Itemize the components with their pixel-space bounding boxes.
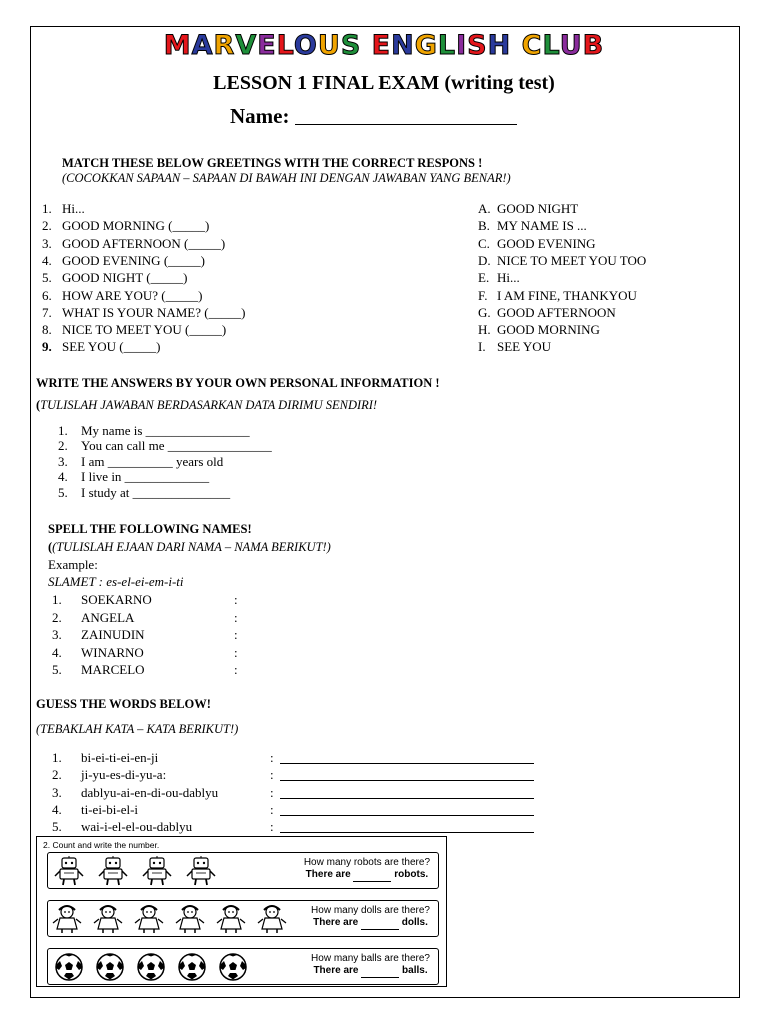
worksheet-row <box>47 900 439 937</box>
exam-title-main: LESSON 1 FINAL EXAM <box>213 72 440 94</box>
spell-item[interactable] <box>52 645 252 661</box>
answer-pre: There are <box>313 917 359 928</box>
item-letter: D. <box>478 252 491 268</box>
name-label: Name: <box>230 104 290 128</box>
guess-item[interactable] <box>52 819 542 835</box>
robot-icon <box>96 856 130 891</box>
robot-icon <box>184 856 218 891</box>
worksheet-question <box>311 905 430 930</box>
item-letter: A. <box>478 201 491 216</box>
section3-translation: ((TULISLAH EJAAN DARI NAMA – NAMA BERIKUT!) <box>48 540 331 554</box>
item-colon: : <box>234 627 238 642</box>
club-title: MARVELOUS ENGLISH CLUB <box>163 30 605 61</box>
item-text: GOOD EVENING <box>497 235 596 251</box>
section1-translation: (COCOKKAN SAPAAN – SAPAAN DI BAWAH INI DENGAN JAWABAN YANG BENAR!) <box>62 171 511 185</box>
soccer-ball-icon <box>175 952 209 987</box>
item-text: MY NAME IS ... <box>497 218 587 234</box>
worksheet-row <box>47 948 439 985</box>
item-number: 4. <box>58 469 68 485</box>
answer-blank[interactable] <box>361 965 399 978</box>
robot-icon <box>52 856 86 891</box>
personal-info-item[interactable] <box>58 438 272 454</box>
answer-post: balls. <box>402 965 428 976</box>
answer-pre: There are <box>313 965 359 976</box>
item-number: 1. <box>58 423 68 438</box>
item-colon: : <box>270 750 274 765</box>
item-number: 3. <box>58 453 68 469</box>
item-number: 3. <box>52 784 62 800</box>
item-text[interactable]: NICE TO MEET YOU (_____) <box>62 322 227 338</box>
answer-line[interactable] <box>280 821 534 833</box>
answer-line[interactable] <box>280 752 534 764</box>
item-letter: F. <box>478 287 488 303</box>
greeting-item <box>42 201 85 217</box>
item-text[interactable]: SEE YOU (_____) <box>62 339 161 355</box>
doll-icon <box>214 904 248 939</box>
section2-instruction: WRITE THE ANSWERS BY YOUR OWN PERSONAL INFORMATION ! <box>36 376 440 390</box>
answer-pre: There are <box>305 869 351 880</box>
answer-post: robots. <box>394 869 429 880</box>
doll-icon <box>91 904 125 939</box>
item-number: 1. <box>52 750 62 765</box>
greeting-item <box>42 288 202 304</box>
item-text: SEE YOU <box>497 339 552 355</box>
item-number: 9. <box>42 339 52 355</box>
item-name: ZAINUDIN <box>81 627 145 642</box>
item-colon: : <box>270 819 274 835</box>
item-number: 4. <box>52 801 62 817</box>
item-name: MARCELO <box>81 662 145 677</box>
item-letter: I. <box>478 339 486 355</box>
item-text: GOOD NIGHT <box>497 201 579 216</box>
item-number: 5. <box>52 662 62 677</box>
item-colon: : <box>270 801 274 817</box>
greeting-item <box>42 218 209 234</box>
item-text[interactable]: I am __________ years old <box>81 453 224 469</box>
item-number: 3. <box>42 235 52 251</box>
doll-icon <box>50 904 84 939</box>
response-item <box>478 339 551 355</box>
item-text[interactable]: My name is ________________ <box>81 423 250 438</box>
question-text: How many dolls are there? <box>311 905 430 916</box>
greeting-item <box>42 322 226 338</box>
robot-icon <box>140 856 174 891</box>
question-text: How many balls are there? <box>311 953 430 964</box>
item-text[interactable]: I study at _______________ <box>81 484 231 500</box>
exam-title <box>0 72 768 95</box>
soccer-ball-icon <box>216 952 250 987</box>
answer-sentence[interactable] <box>311 965 430 978</box>
guess-item[interactable] <box>52 750 542 766</box>
item-colon: : <box>234 609 238 625</box>
item-colon: : <box>234 644 238 660</box>
doll-icon <box>132 904 166 939</box>
greeting-item <box>42 236 225 252</box>
item-colon: : <box>270 784 274 800</box>
spell-item[interactable] <box>52 662 252 678</box>
greeting-item <box>42 339 160 355</box>
item-text: Hi... <box>497 270 520 286</box>
personal-info-item[interactable] <box>58 469 209 485</box>
item-number: 5. <box>42 270 52 286</box>
response-item <box>478 253 646 269</box>
spell-item[interactable] <box>52 592 252 608</box>
item-text[interactable]: You can call me ________________ <box>81 438 272 454</box>
spell-item[interactable] <box>52 627 252 643</box>
section2-translation: (TULISLAH JAWABAN BERDASARKAN DATA DIRIMU SENDIRI! <box>36 398 378 412</box>
worksheet-question <box>311 953 430 978</box>
answer-line[interactable] <box>280 769 534 781</box>
spell-item[interactable] <box>52 610 252 626</box>
item-colon: : <box>270 767 274 783</box>
item-colon: : <box>234 662 238 677</box>
response-item <box>478 288 637 304</box>
item-number: 7. <box>42 304 52 320</box>
greeting-item <box>42 270 187 286</box>
item-text[interactable]: GOOD NIGHT (_____) <box>62 270 188 286</box>
item-clue: ji-yu-es-di-yu-a: <box>81 767 167 783</box>
item-number: 4. <box>52 644 62 660</box>
item-number: 3. <box>52 627 62 642</box>
item-number: 1. <box>52 592 62 607</box>
answer-blank[interactable] <box>353 869 391 882</box>
greeting-item <box>42 305 245 321</box>
worksheet-row <box>47 852 439 889</box>
item-number: 5. <box>52 819 62 835</box>
item-text: NICE TO MEET YOU TOO <box>497 252 647 268</box>
item-letter: H. <box>478 322 491 338</box>
item-letter: C. <box>478 235 490 251</box>
response-item <box>478 322 600 338</box>
item-number: 5. <box>58 484 68 500</box>
guess-item[interactable] <box>52 802 542 818</box>
answer-post: dolls. <box>401 917 428 928</box>
response-item <box>478 236 596 252</box>
question-text: How many robots are there? <box>303 857 430 868</box>
item-number: 1. <box>42 201 52 216</box>
item-colon: : <box>234 592 238 607</box>
item-number: 8. <box>42 322 52 338</box>
personal-info-item[interactable] <box>58 454 223 470</box>
item-number: 2. <box>58 438 68 454</box>
response-item <box>478 218 587 234</box>
soccer-ball-icon <box>52 952 86 987</box>
item-text[interactable]: GOOD EVENING (_____) <box>62 252 205 268</box>
doll-icon <box>255 904 289 939</box>
item-text: GOOD AFTERNOON <box>497 304 616 320</box>
response-item <box>478 305 616 321</box>
item-name: WINARNO <box>81 644 144 660</box>
answer-sentence[interactable] <box>304 869 430 882</box>
item-clue: ti-ei-bi-el-i <box>81 801 139 817</box>
section4-instruction: GUESS THE WORDS BELOW! <box>36 697 211 711</box>
name-blank[interactable] <box>295 106 517 125</box>
example-label: Example: <box>48 557 98 572</box>
item-letter: B. <box>478 218 490 234</box>
guess-item[interactable] <box>52 785 542 801</box>
item-number: 6. <box>42 287 52 303</box>
section1-instruction: MATCH THESE BELOW GREETINGS WITH THE CORRECT RESPONS ! <box>62 156 483 170</box>
item-clue: dablyu-ai-en-di-ou-dablyu <box>81 784 219 800</box>
response-item <box>478 201 578 217</box>
personal-info-item[interactable] <box>58 485 230 501</box>
item-text[interactable]: I live in _____________ <box>81 469 210 485</box>
item-clue: bi-ei-ti-ei-en-ji <box>81 750 159 765</box>
item-text: I AM FINE, THANKYOU <box>497 287 637 303</box>
soccer-ball-icon <box>93 952 127 987</box>
item-letter: E. <box>478 270 490 286</box>
guess-item[interactable] <box>52 767 542 783</box>
item-number: 2. <box>42 218 52 234</box>
soccer-ball-icon <box>134 952 168 987</box>
item-text[interactable]: WHAT IS YOUR NAME? (_____) <box>62 304 246 320</box>
item-text[interactable]: Hi... <box>62 201 85 216</box>
item-text[interactable]: GOOD AFTERNOON (_____) <box>62 235 226 251</box>
answer-sentence[interactable] <box>311 917 430 930</box>
item-number: 2. <box>52 609 62 625</box>
worksheet-question <box>304 857 430 882</box>
answer-line[interactable] <box>280 787 534 799</box>
item-number: 4. <box>42 252 52 268</box>
example-text: SLAMET : es-el-ei-em-i-ti <box>48 574 184 589</box>
personal-info-item[interactable] <box>58 423 250 439</box>
exam-title-sub: (writing test) <box>444 72 555 94</box>
answer-line[interactable] <box>280 804 534 816</box>
item-letter: G. <box>478 304 491 320</box>
item-text[interactable]: HOW ARE YOU? (_____) <box>62 287 203 303</box>
item-number: 2. <box>52 767 62 783</box>
response-item <box>478 270 520 286</box>
item-name: ANGELA <box>81 609 135 625</box>
section3-instruction: SPELL THE FOLLOWING NAMES! <box>48 522 252 536</box>
item-name: SOEKARNO <box>81 592 152 607</box>
section4-translation: (TEBAKLAH KATA – KATA BERIKUT!) <box>36 722 239 736</box>
answer-blank[interactable] <box>361 917 399 930</box>
item-text: GOOD MORNING <box>497 322 600 338</box>
greeting-item <box>42 253 205 269</box>
item-clue: wai-i-el-el-ou-dablyu <box>81 819 193 835</box>
worksheet-title: 2. Count and write the number. <box>43 840 160 850</box>
doll-icon <box>173 904 207 939</box>
name-field[interactable] <box>230 104 517 129</box>
count-worksheet <box>36 836 447 987</box>
item-text[interactable]: GOOD MORNING (_____) <box>62 218 210 234</box>
